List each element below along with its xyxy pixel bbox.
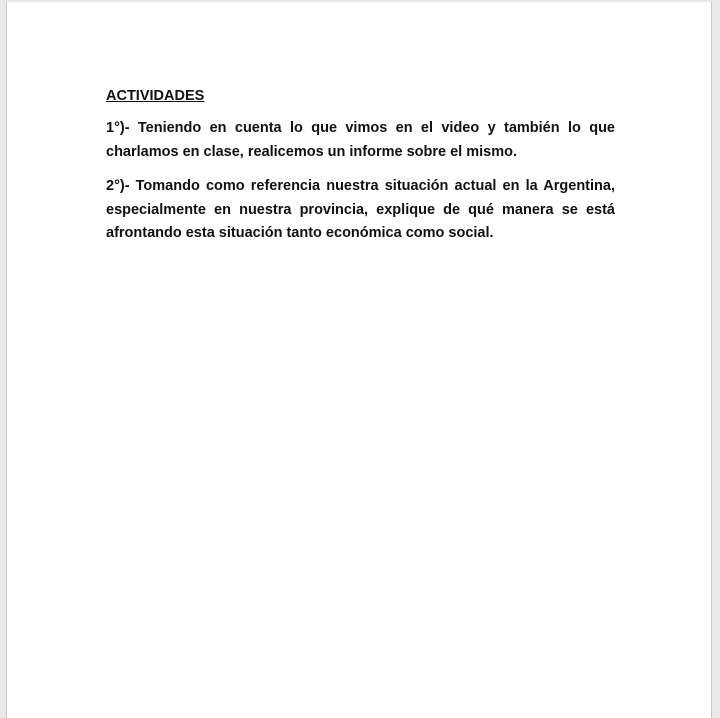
section-heading: ACTIVIDADES bbox=[106, 88, 205, 104]
activity-1-paragraph: 1°)- Teniendo en cuenta lo que vimos en el video y también lo que charlamos en clase, realicemos un informe sobre el mismo. bbox=[106, 120, 615, 160]
document-body bbox=[106, 86, 615, 257]
activity-2-paragraph: 2°)- Tomando como referencia nuestra situación actual en la Argentina, especialmente en nuestra provincia, explique de qué manera se está afrontando esta situación tanto económica como social. bbox=[106, 178, 615, 241]
document-page bbox=[6, 2, 712, 718]
